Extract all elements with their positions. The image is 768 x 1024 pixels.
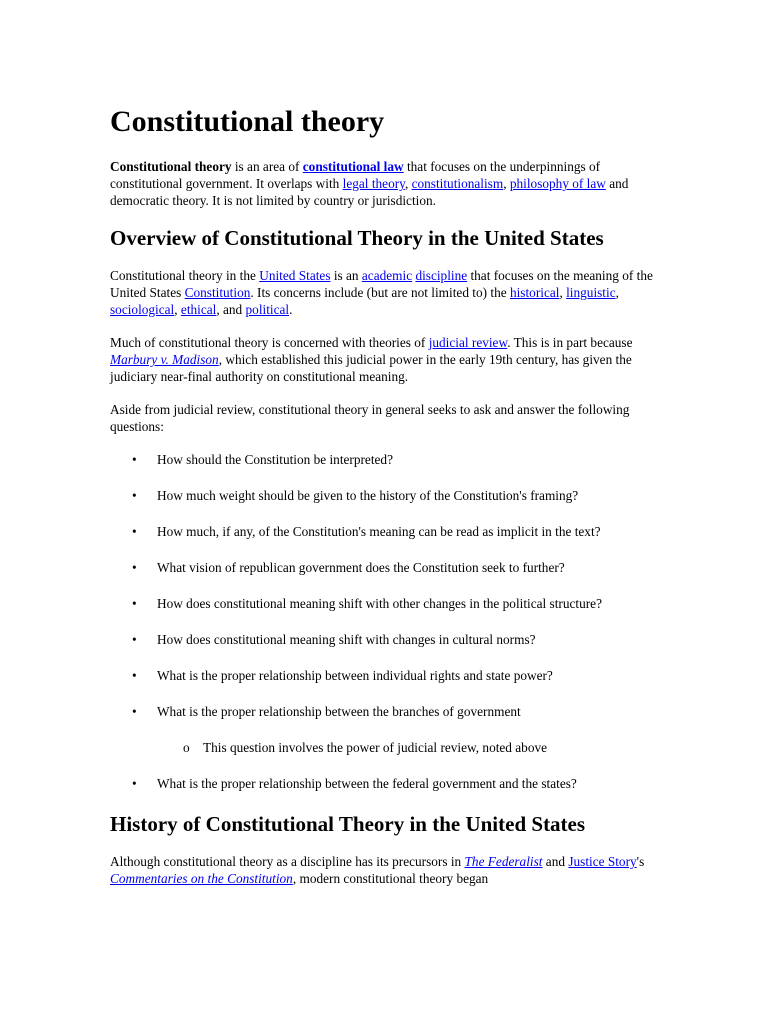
bullet-icon: •: [132, 524, 137, 539]
overview-paragraph-1: [110, 267, 660, 318]
text-run: ,: [174, 302, 181, 317]
bullet-icon: •: [132, 488, 137, 503]
link-political[interactable]: political: [245, 302, 290, 317]
list-item: [110, 451, 660, 468]
page-title: Constitutional theory: [110, 105, 385, 138]
question-text: How does constitutional meaning shift with changes in cultural norms?: [157, 632, 536, 647]
question-text: What is the proper relationship between the federal government and the states?: [157, 776, 577, 791]
overview-paragraph-2: [110, 334, 660, 385]
question-text: How does constitutional meaning shift with other changes in the political structure?: [157, 596, 602, 611]
question-text: How should the Constitution be interpreted?: [157, 452, 393, 467]
question-text: What is the proper relationship between the branches of government: [157, 704, 521, 719]
link-academic[interactable]: academic: [361, 268, 413, 283]
list-item: [110, 631, 660, 648]
text-run: ,: [404, 176, 412, 191]
list-item: [110, 775, 660, 792]
bullet-icon: •: [132, 776, 137, 791]
text-run: is an area of: [231, 159, 303, 174]
list-item: [110, 559, 660, 576]
link-constitutional-law[interactable]: constitutional law: [302, 159, 404, 174]
text-run: ,: [559, 285, 567, 300]
text-run: Constitutional theory in the: [110, 268, 260, 283]
question-text: What vision of republican government does the Constitution seek to further?: [157, 560, 565, 575]
text-run: Although constitutional theory as a discipline has its precursors in: [110, 854, 465, 869]
link-commentaries-on-the-constitution[interactable]: Commentaries on the Constitution: [110, 871, 293, 886]
bullet-icon: •: [132, 452, 137, 467]
sub-list-item: [157, 739, 660, 756]
text-run: .: [289, 302, 293, 317]
link-justice-story[interactable]: Justice Story: [568, 854, 637, 869]
list-item: [110, 487, 660, 504]
question-text: What is the proper relationship between individual rights and state power?: [157, 668, 553, 683]
link-linguistic[interactable]: linguistic: [566, 285, 616, 300]
bullet-icon: •: [132, 632, 137, 647]
text-run: that focuses on the underpinnings of constitutional government. It overlaps with: [110, 159, 601, 191]
link-the-federalist[interactable]: The Federalist: [464, 854, 543, 869]
link-constitutionalism[interactable]: constitutionalism: [411, 176, 504, 191]
text-run: , which established this judicial power in the early 19th century, has given the judiciary near-final authority on constitutional meaning.: [110, 352, 632, 384]
text-run: , modern constitutional theory began: [292, 871, 489, 886]
history-paragraph-1: [110, 853, 660, 887]
list-item: [110, 667, 660, 684]
list-item: [110, 595, 660, 612]
list-item: [110, 703, 660, 756]
sub-question-text: This question involves the power of judicial review, noted above: [203, 740, 548, 755]
list-item: [110, 523, 660, 540]
link-historical[interactable]: historical: [509, 285, 560, 300]
overview-paragraph-3: Aside from judicial review, constitutional theory in general seeks to ask and answer the following questions:: [110, 402, 630, 434]
link-marbury-v-madison[interactable]: Marbury v. Madison: [110, 352, 219, 367]
questions-list: [110, 451, 660, 792]
link-constitution[interactable]: Constitution: [184, 285, 251, 300]
link-philosophy-of-law[interactable]: philosophy of law: [509, 176, 606, 191]
bullet-icon: •: [132, 668, 137, 683]
text-run: and democratic theory. It is not limited by country or jurisdiction.: [110, 176, 629, 208]
question-text: How much weight should be given to the history of the Constitution's framing?: [157, 488, 579, 503]
bullet-icon: •: [132, 596, 137, 611]
text-run: is an: [330, 268, 362, 283]
link-discipline[interactable]: discipline: [415, 268, 468, 283]
link-ethical[interactable]: ethical: [180, 302, 217, 317]
intro-bold-term: Constitutional theory: [110, 159, 232, 174]
overview-heading: Overview of Constitutional Theory in the United States: [110, 226, 604, 250]
text-run: ,: [615, 285, 619, 300]
sub-list: [157, 739, 660, 756]
question-text: How much, if any, of the Constitution's meaning can be read as implicit in the text?: [157, 524, 601, 539]
text-run: . Its concerns include (but are not limited to) the: [250, 285, 510, 300]
link-sociological[interactable]: sociological: [110, 302, 175, 317]
text-run: Much of constitutional theory is concerned with theories of: [110, 335, 429, 350]
text-run: ,: [503, 176, 510, 191]
text-run: . This is in part because: [507, 335, 633, 350]
link-legal-theory[interactable]: legal theory: [342, 176, 405, 191]
bullet-icon: •: [132, 704, 137, 719]
text-run: , and: [216, 302, 246, 317]
text-run: and: [542, 854, 569, 869]
link-judicial-review[interactable]: judicial review: [428, 335, 508, 350]
link-united-states[interactable]: United States: [259, 268, 331, 283]
text-run: 's: [636, 854, 645, 869]
history-heading: History of Constitutional Theory in the United States: [110, 812, 586, 836]
circle-bullet-icon: o: [183, 740, 190, 755]
intro-paragraph: [110, 158, 660, 209]
text-run: that focuses on the meaning of the United States: [110, 268, 653, 300]
bullet-icon: •: [132, 560, 137, 575]
